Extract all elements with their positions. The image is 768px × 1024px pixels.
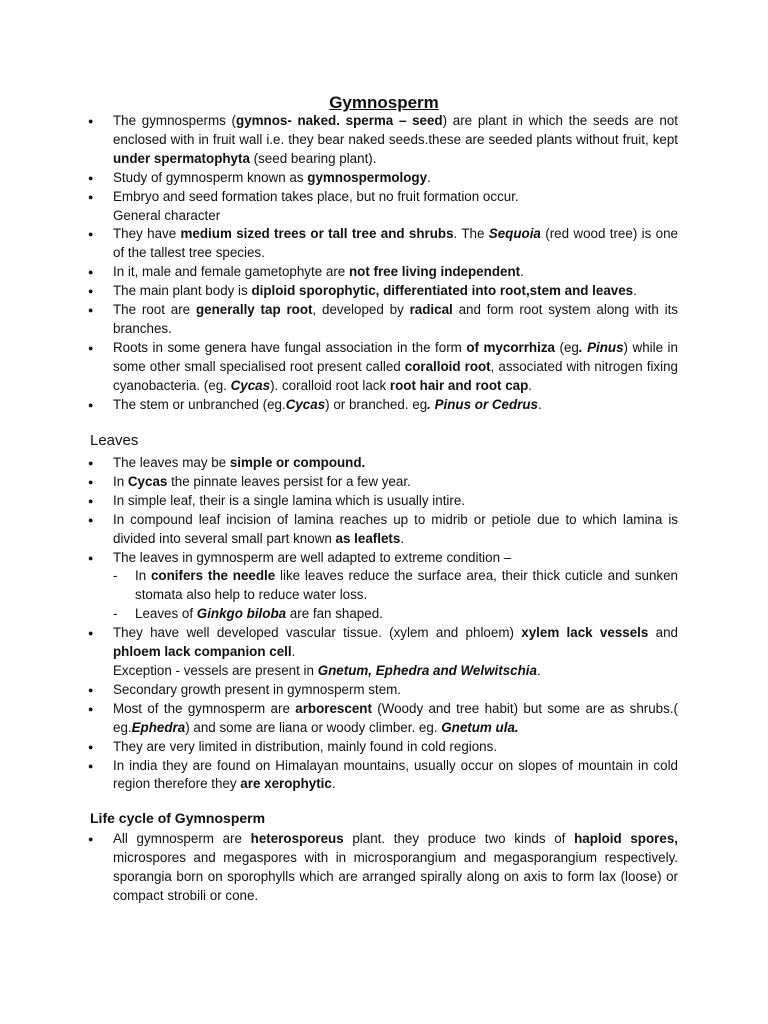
list-item: ● They have well developed vascular tissue. (xylem and phloem) xylem lack vessels and phloem lack companion cell. bbox=[0, 624, 768, 662]
list-item: ● The main plant body is diploid sporophytic, differentiated into root,stem and leaves. bbox=[0, 282, 768, 301]
list-item: ● In Cycas the pinnate leaves persist for a few year. bbox=[0, 473, 768, 492]
list-item: ● They have medium sized trees or tall tree and shrubs. The Sequoia (red wood tree) is one of the tallest tree species. bbox=[0, 225, 768, 263]
list-item: ● In simple leaf, their is a single lamina which is usually intire. bbox=[0, 492, 768, 511]
intro-list bbox=[0, 112, 768, 415]
list-item: ● The gymnosperms (gymnos- naked. sperma – seed) are plant in which the seeds are not enclosed with in fruit wall i.e. they bear naked seeds.these are seeded plants without fruit, kept under spermatophyta (seed bearing plant). bbox=[0, 112, 768, 169]
list-item: ● The leaves may be simple or compound. bbox=[0, 454, 768, 473]
list-item: ● Secondary growth present in gymnosperm stem. bbox=[0, 681, 768, 700]
lifecycle-heading: Life cycle of Gymnosperm bbox=[90, 810, 266, 826]
list-item: ● Study of gymnosperm known as gymnospermology. bbox=[0, 169, 768, 188]
leaves-list bbox=[0, 454, 768, 794]
general-character-label: General character bbox=[113, 207, 221, 223]
page-title: Gymnosperm bbox=[329, 93, 439, 112]
list-item: ● Roots in some genera have fungal association in the form of mycorrhiza (eg. Pinus) while in some other small specialised root present called coralloid root, associated with nitrogen fixing cyanobacteria. (eg. Cycas). coralloid root lack root hair and root cap. bbox=[0, 339, 768, 396]
list-item: ● The root are generally tap root, developed by radical and form root system along with its branches. bbox=[0, 301, 768, 339]
list-item: ● The stem or unbranched (eg.Cycas) or branched. eg. Pinus or Cedrus. bbox=[0, 396, 768, 415]
leaves-heading: Leaves bbox=[90, 432, 139, 449]
list-item: ● In compound leaf incision of lamina reaches up to midrib or petiole due to which lamina is divided into several small part known as leaflets. bbox=[0, 511, 768, 549]
exception-note: Exception - vessels are present in Gnetum, Ephedra and Welwitschia. bbox=[113, 662, 541, 678]
list-item: ● Embryo and seed formation takes place, but no fruit formation occur. bbox=[0, 188, 768, 207]
lifecycle-list bbox=[0, 830, 768, 906]
list-item: ● In india they are found on Himalayan mountains, usually occur on slopes of mountain in cold region therefore they are xerophytic. bbox=[0, 757, 768, 795]
list-item: ● All gymnosperm are heterosporeus plant. they produce two kinds of haploid spores, microspores and megaspores with in microsporangium and megasporangium respectively. sporangia born on sporophylls which are arranged spirally along on axis to form lax (loose) or compact strobili or cone. bbox=[0, 830, 768, 906]
list-item: ● Most of the gymnosperm are arborescent (Woody and tree habit) but some are as shrubs.( eg.Ephedra) and some are liana or woody climber. eg. Gnetum ula. bbox=[0, 700, 768, 738]
list-item: ● They are very limited in distribution, mainly found in cold regions. bbox=[0, 738, 768, 757]
list-item: ● The leaves in gymnosperm are well adapted to extreme condition – bbox=[0, 549, 768, 568]
sub-list-item: - Leaves of Ginkgo biloba are fan shaped. bbox=[113, 606, 383, 622]
sub-list-item: - In conifers the needle like leaves reduce the surface area, their thick cuticle and sunken stomata also help to reduce water loss. bbox=[113, 568, 678, 603]
list-item: ● In it, male and female gametophyte are not free living independent. bbox=[0, 263, 768, 282]
